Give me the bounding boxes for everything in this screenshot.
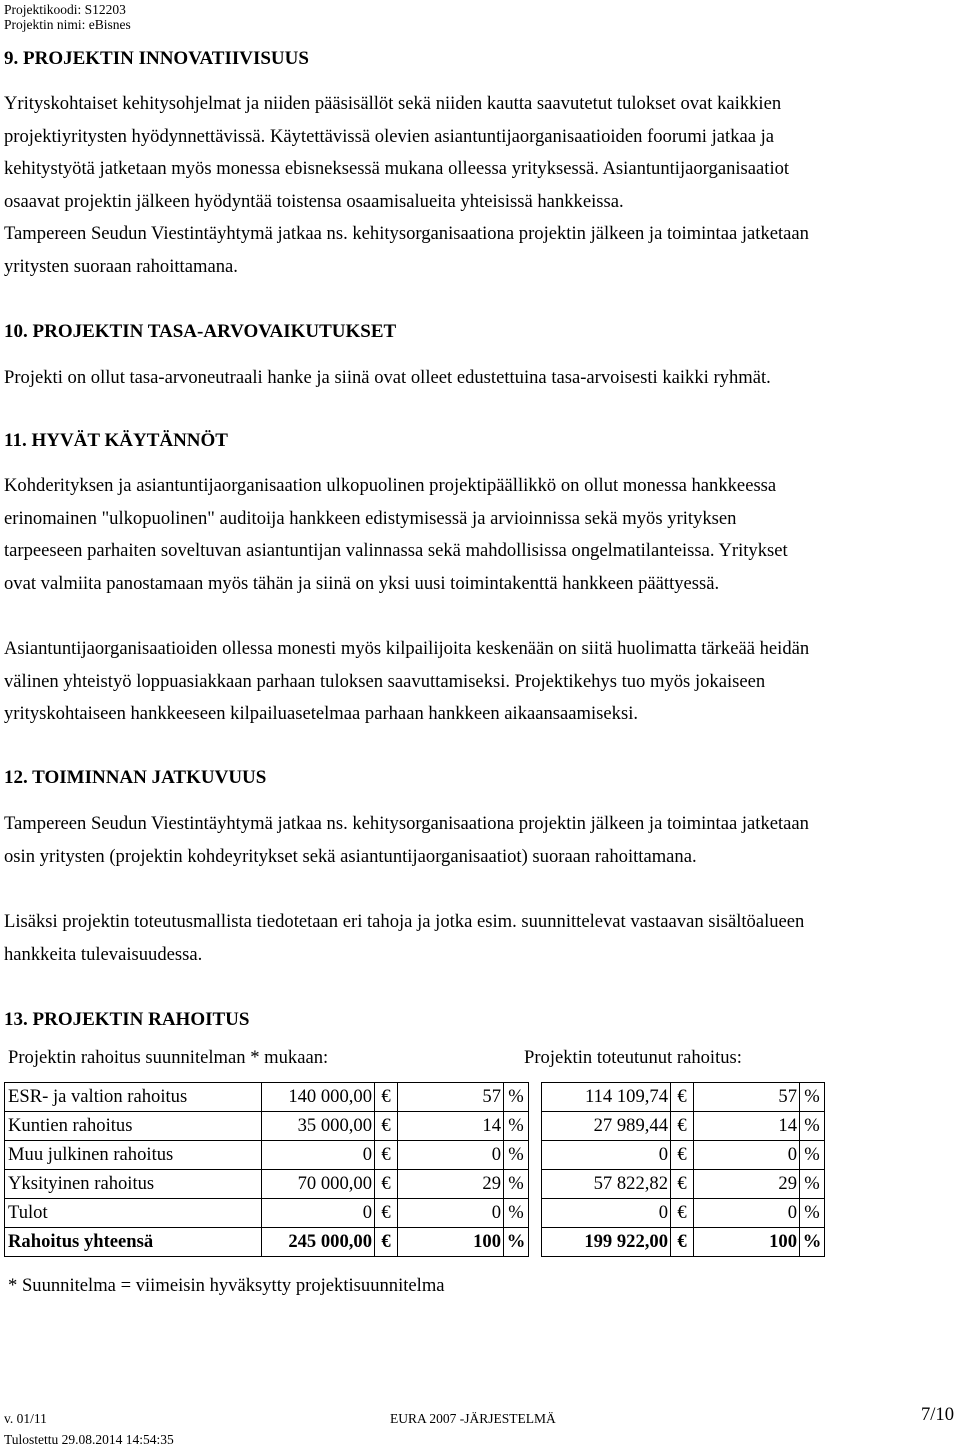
currency-symbol: € [375, 1083, 398, 1112]
actual-amount: 114 109,74 [542, 1083, 671, 1112]
actual-amount: 0 [542, 1141, 671, 1170]
section-11-paragraph-2: Asiantuntijaorganisaatioiden ollessa monesti myös kilpailijoita keskenään on siitä huolimatta tärkeää heidän välinen yhteistyö loppuasiakkaan parhaan tuloksen saavuttamiseksi. Projektikehys tuo myös jokaiseen yrityskohtaiseen hankkeeseen kilpailuasetelmaa parhaan hankkeen aikaansaamiseksi. [4, 638, 810, 724]
funding-row [5, 1112, 825, 1141]
actual-percent: 0 [694, 1199, 800, 1228]
percent-symbol: % [504, 1083, 529, 1112]
currency-symbol: € [375, 1228, 398, 1257]
section-10-heading: 10. PROJEKTIN TASA-ARVOVAIKUTUKSET [4, 321, 397, 342]
funding-row [5, 1228, 825, 1257]
planned-percent: 0 [398, 1141, 504, 1170]
column-gap [529, 1112, 542, 1141]
section-12-heading: 12. TOIMINNAN JATKUVUUS [4, 767, 267, 788]
funding-table [4, 1082, 825, 1257]
section-12-paragraph-2: Lisäksi projektin toteutusmallista tiedotetaan eri tahoja ja jotka esim. suunnittelevat vastaavan sisältöalueen hankkeita tulevaisuudessa. [4, 911, 805, 965]
section-11-paragraph-1: Kohderityksen ja asiantuntijaorganisaation ulkopuolinen projektipäällikkö on ollut monessa hankkeessa erinomainen "ulkopuolinen" auditoija hankkeen edistymisessä ja arvioinnissa sekä myös yrityksen tarpeeseen parhaiten soveltuvan asiantuntijan valinnassa sekä mahdollisissa ongelmatilanteissa. Yritykset ovat valmiita panostamaan myös tähän ja siinä on yksi uusi toimintakenttä hankkeen päättyessä. [4, 475, 788, 594]
column-gap [529, 1199, 542, 1228]
project-name: Projektin nimi: eBisnes [4, 17, 131, 32]
planned-amount: 245 000,00 [262, 1228, 375, 1257]
section-9-heading: 9. PROJEKTIN INNOVATIIVISUUS [4, 48, 309, 69]
planned-percent: 29 [398, 1170, 504, 1199]
column-gap [529, 1170, 542, 1199]
footnote: * Suunnitelma = viimeisin hyväksytty projektisuunnitelma [8, 1275, 445, 1296]
actual-funding-header: Projektin toteutunut rahoitus: [524, 1047, 742, 1068]
percent-symbol: % [800, 1228, 825, 1257]
currency-symbol: € [671, 1112, 694, 1141]
version-label: v. 01/11 [4, 1411, 47, 1426]
system-label: EURA 2007 -JÄRJESTELMÄ [390, 1411, 556, 1426]
percent-symbol: % [504, 1199, 529, 1228]
column-gap [529, 1228, 542, 1257]
column-gap [529, 1141, 542, 1170]
percent-symbol: % [504, 1170, 529, 1199]
percent-symbol: % [800, 1083, 825, 1112]
planned-percent: 14 [398, 1112, 504, 1141]
section-11-heading: 11. HYVÄT KÄYTÄNNÖT [4, 430, 228, 451]
percent-symbol: % [800, 1112, 825, 1141]
project-code: Projektikoodi: S12203 [4, 2, 126, 17]
funding-source-label: Rahoitus yhteensä [5, 1228, 262, 1257]
currency-symbol: € [375, 1141, 398, 1170]
percent-symbol: % [504, 1141, 529, 1170]
planned-percent: 57 [398, 1083, 504, 1112]
section-9-text: Yrityskohtaiset kehitysohjelmat ja niiden pääsisällöt sekä niiden kautta saavutetut tulokset ovat kaikkien projektiyritysten hyödynnettävissä. Käytettävissä olevien asiantuntijaorganisaatioiden foorumi jatkaa ja kehitystyötä jatketaan myös monessa ebisneksessä mukana olleessa yrityksessä. Asiantuntijaorganisaatiot osaavat projektin jälkeen hyödyntää toistensa osaamisalueita yhteisissä hankkeissa. Tampereen Seudun Viestintäyhtymä jatkaa ns. kehitysorganisaationa projektin jälkeen ja toimintaa jatketaan yritysten suoraan rahoittamana. [4, 93, 809, 277]
planned-percent: 0 [398, 1199, 504, 1228]
funding-row [5, 1083, 825, 1112]
actual-percent: 0 [694, 1141, 800, 1170]
actual-amount: 57 822,82 [542, 1170, 671, 1199]
currency-symbol: € [671, 1170, 694, 1199]
percent-symbol: % [800, 1141, 825, 1170]
currency-symbol: € [671, 1199, 694, 1228]
print-timestamp: Tulostettu 29.08.2014 14:54:35 [4, 1432, 174, 1447]
column-gap [529, 1083, 542, 1112]
planned-amount: 35 000,00 [262, 1112, 375, 1141]
percent-symbol: % [800, 1199, 825, 1228]
actual-percent: 14 [694, 1112, 800, 1141]
currency-symbol: € [375, 1112, 398, 1141]
page-number: 7/10 [920, 1404, 954, 1425]
section-10-text: Projekti on ollut tasa-arvoneutraali hanke ja siinä ovat olleet edustettuina tasa-arvoisesti kaikki ryhmät. [4, 367, 771, 388]
actual-amount: 27 989,44 [542, 1112, 671, 1141]
currency-symbol: € [671, 1141, 694, 1170]
currency-symbol: € [375, 1170, 398, 1199]
planned-amount: 70 000,00 [262, 1170, 375, 1199]
funding-source-label: Kuntien rahoitus [5, 1112, 262, 1141]
funding-source-label: Yksityinen rahoitus [5, 1170, 262, 1199]
percent-symbol: % [800, 1170, 825, 1199]
percent-symbol: % [504, 1228, 529, 1257]
currency-symbol: € [375, 1199, 398, 1228]
section-12-paragraph-1: Tampereen Seudun Viestintäyhtymä jatkaa ns. kehitysorganisaationa projektin jälkeen ja toimintaa jatketaan osin yritysten (projektin kohdeyritykset sekä asiantuntijaorganisaatiot) suoraan rahoittamana. [4, 813, 809, 867]
currency-symbol: € [671, 1083, 694, 1112]
actual-percent: 100 [694, 1228, 800, 1257]
funding-source-label: ESR- ja valtion rahoitus [5, 1083, 262, 1112]
section-13-heading: 13. PROJEKTIN RAHOITUS [4, 1009, 250, 1030]
planned-percent: 100 [398, 1228, 504, 1257]
funding-source-label: Muu julkinen rahoitus [5, 1141, 262, 1170]
funding-row [5, 1199, 825, 1228]
planned-amount: 140 000,00 [262, 1083, 375, 1112]
planned-funding-header: Projektin rahoitus suunnitelman * mukaan: [8, 1047, 329, 1068]
planned-amount: 0 [262, 1199, 375, 1228]
actual-amount: 199 922,00 [542, 1228, 671, 1257]
planned-amount: 0 [262, 1141, 375, 1170]
funding-row [5, 1170, 825, 1199]
funding-source-label: Tulot [5, 1199, 262, 1228]
funding-row [5, 1141, 825, 1170]
actual-percent: 57 [694, 1083, 800, 1112]
percent-symbol: % [504, 1112, 529, 1141]
actual-percent: 29 [694, 1170, 800, 1199]
currency-symbol: € [671, 1228, 694, 1257]
actual-amount: 0 [542, 1199, 671, 1228]
